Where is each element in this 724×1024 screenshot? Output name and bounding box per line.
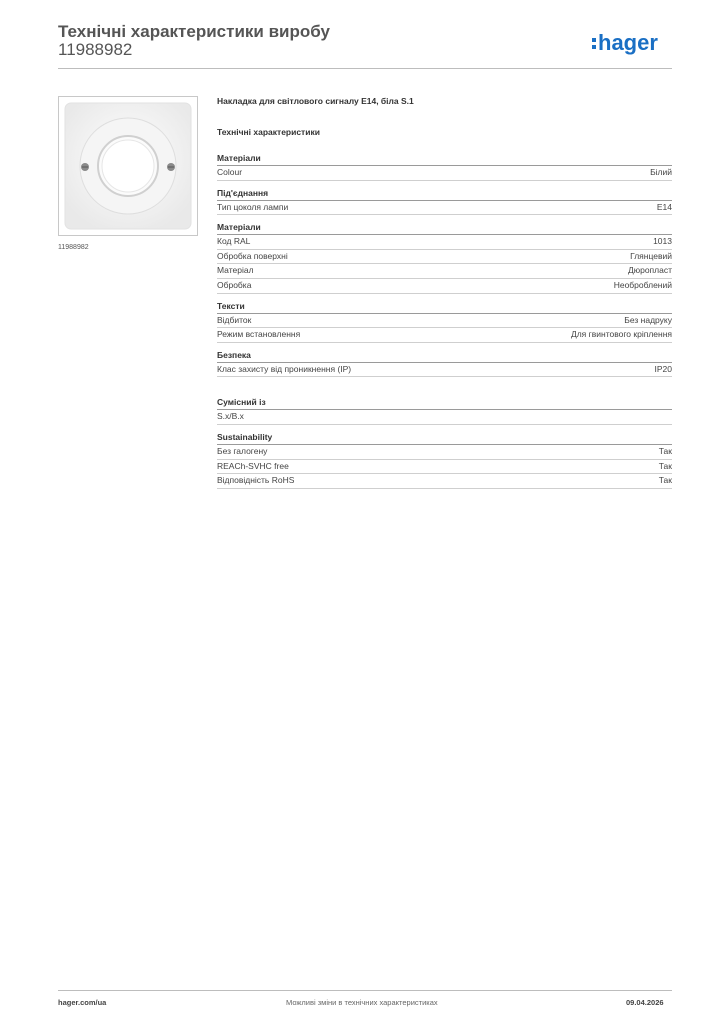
spec-label: Відповідність RoHS [217, 475, 295, 486]
spec-value: Так [658, 475, 672, 486]
spec-groups [217, 153, 672, 489]
spec-row [217, 235, 672, 250]
spec-label: Відбиток [217, 314, 252, 325]
page-title: Технічні характеристики виробу [58, 22, 330, 41]
spec-value: 1013 [653, 236, 672, 247]
product-cover-image [59, 97, 197, 235]
spec-label: Обробка поверхні [217, 250, 288, 261]
spec-row [217, 250, 672, 265]
spec-row [217, 328, 672, 343]
spec-row [217, 314, 672, 329]
footer-note: Можливі зміни в технічних характеристиках [286, 998, 438, 1007]
hager-logo [590, 28, 674, 58]
footer-website[interactable]: hager.com/ua [58, 998, 107, 1007]
spec-row [217, 166, 672, 181]
spec-row [217, 445, 672, 460]
footer-date: 09.04.2026 [626, 998, 664, 1007]
product-code: 11988982 [58, 40, 133, 59]
spec-label: Клас захисту від проникнення (IP) [217, 363, 352, 374]
spec-value: Білий [650, 167, 672, 177]
spec-label: Без галогену [217, 445, 268, 456]
spec-value: IP20 [654, 363, 672, 374]
product-image [58, 96, 198, 236]
spec-label: Режим встановлення [217, 329, 301, 340]
spec-value: E14 [656, 201, 672, 212]
spec-row [217, 474, 672, 489]
spec-value: Без надруку [624, 314, 672, 325]
group-title: Під'єднання [217, 188, 672, 201]
spec-label: Тип цоколя лампи [217, 201, 289, 212]
image-caption: 11988982 [58, 244, 89, 251]
spec-label: Colour [217, 167, 243, 177]
group-title: Матеріали [217, 153, 672, 166]
spec-value: Дюропласт [627, 265, 672, 276]
spec-value: Так [658, 460, 672, 471]
spec-value: Глянцевий [630, 250, 672, 261]
spec-label: Обробка [217, 279, 252, 290]
spec-value: Так [658, 445, 672, 456]
spec-row [217, 460, 672, 475]
spec-content [217, 96, 672, 489]
spec-label: Матеріал [217, 265, 254, 276]
group-title: Безпека [217, 350, 672, 363]
header-divider [58, 68, 672, 69]
product-name: Накладка для світлового сигналу E14, біла S.1 [217, 96, 414, 106]
spec-label: Код RAL [217, 236, 251, 247]
group-title: Тексти [217, 301, 672, 314]
spec-row [217, 264, 672, 279]
group-title: Матеріали [217, 222, 672, 235]
spec-heading: Технічні характеристики [217, 127, 320, 137]
group-title: Sustainability [217, 432, 672, 445]
spec-row [217, 279, 672, 294]
group-title: Сумісний із [217, 397, 672, 410]
spec-row [217, 201, 672, 216]
spec-label: REACh-SVHC free [217, 460, 289, 471]
logo-text: hager [598, 30, 658, 55]
spec-label: S.x/B.x [217, 411, 244, 422]
spec-row [217, 363, 672, 378]
spec-value: Необроблений [613, 279, 672, 290]
footer-divider [58, 990, 672, 991]
spec-row [217, 410, 672, 425]
spec-value: Для гвинтового кріплення [570, 329, 672, 340]
